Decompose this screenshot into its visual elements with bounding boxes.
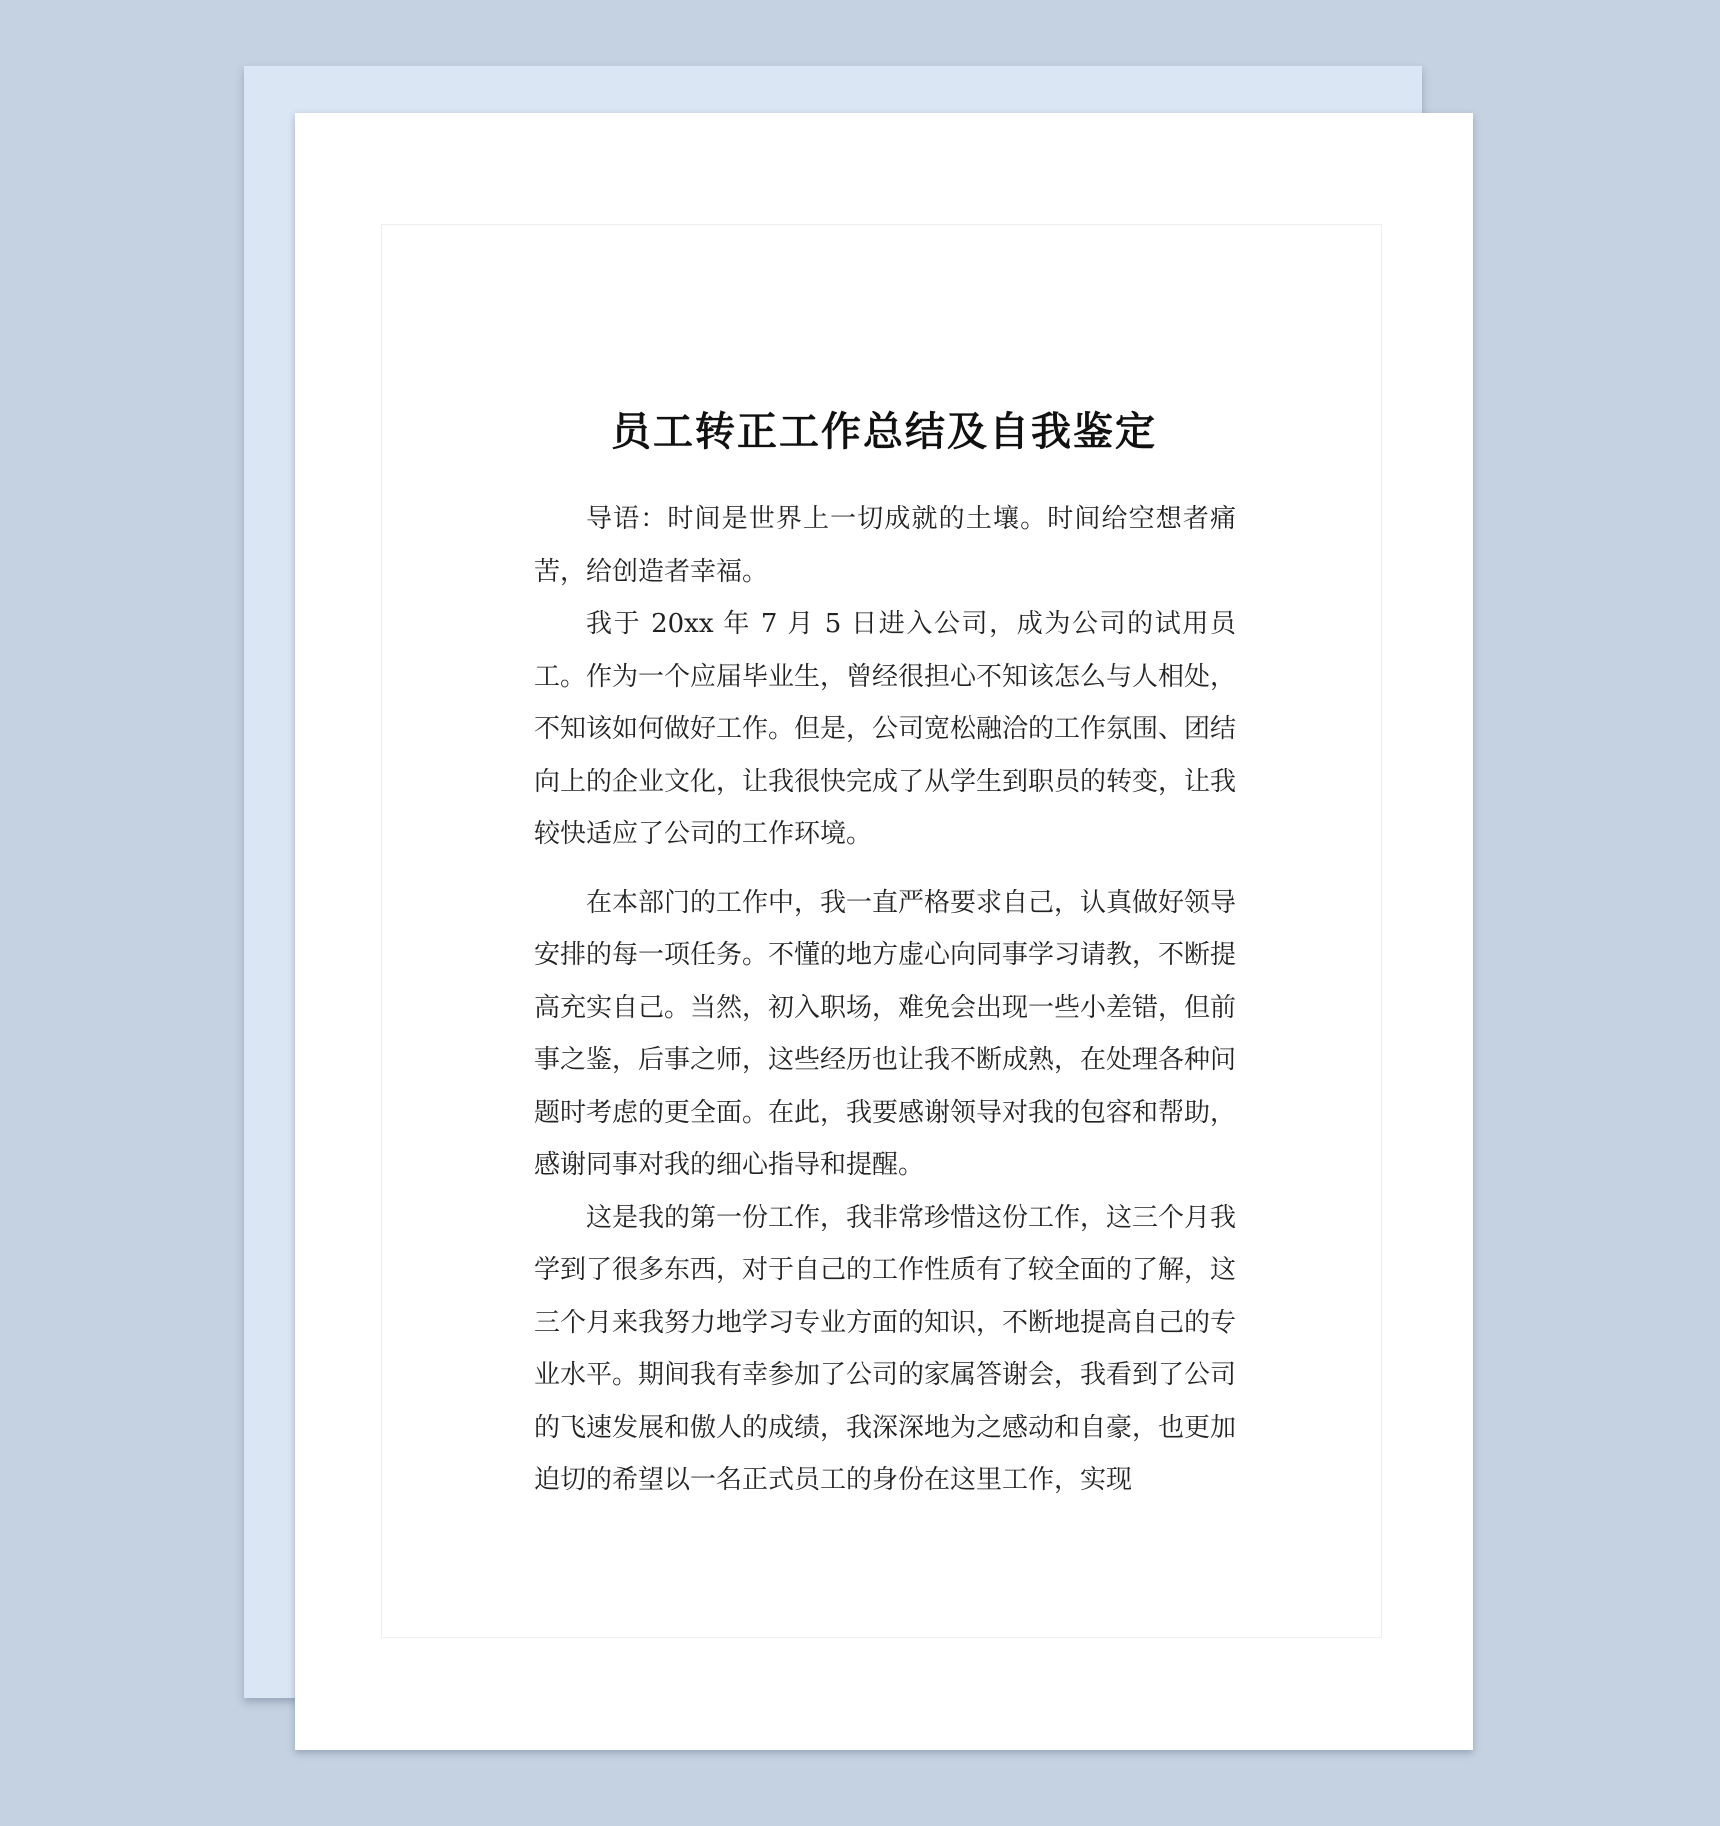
paragraph-intro: 导语：时间是世界上一切成就的土壤。时间给空想者痛苦，给创造者幸福。 — [534, 504, 1236, 587]
paragraph-first-job: 这是我的第一份工作，我非常珍惜这份工作，这三个月我学到了很多东西，对于自己的工作性质有了较全面的了解，这三个月来我努力地学习专业方面的知识，不断地提高自己的专业水平。期间我有幸参加了公司的家属答谢会，我看到了公司的飞速发展和傲人的成绩，我深深地为之感动和自豪，也更加迫切的希望以一名正式员工的身份在这里工作，实现 — [534, 1202, 1237, 1495]
document-body — [534, 493, 1236, 1507]
paragraph-work: 在本部门的工作中，我一直严格要求自己，认真做好领导安排的每一项任务。不懂的地方虚心向同事学习请教，不断提高充实自己。当然，初入职场，难免会出现一些小差错，但前事之鉴，后事之师，这些经历也让我不断成熟，在处理各种问题时考虑的更全面。在此，我要感谢领导对我的包容和帮助，感谢同事对我的细心指导和提醒。 — [534, 887, 1237, 1180]
front-page-sheet — [295, 113, 1473, 1750]
paragraph-joining: 我于 20xx 年 7 月 5 日进入公司，成为公司的试用员工。作为一个应届毕业生，曾经很担心不知该怎么与人相处，不知该如何做好工作。但是，公司宽松融洽的工作氛围、团结向上的企业文化，让我很快完成了从学生到职员的转变，让我较快适应了公司的工作环境。 — [534, 609, 1237, 849]
document-title: 员工转正工作总结及自我鉴定 — [611, 408, 1157, 455]
